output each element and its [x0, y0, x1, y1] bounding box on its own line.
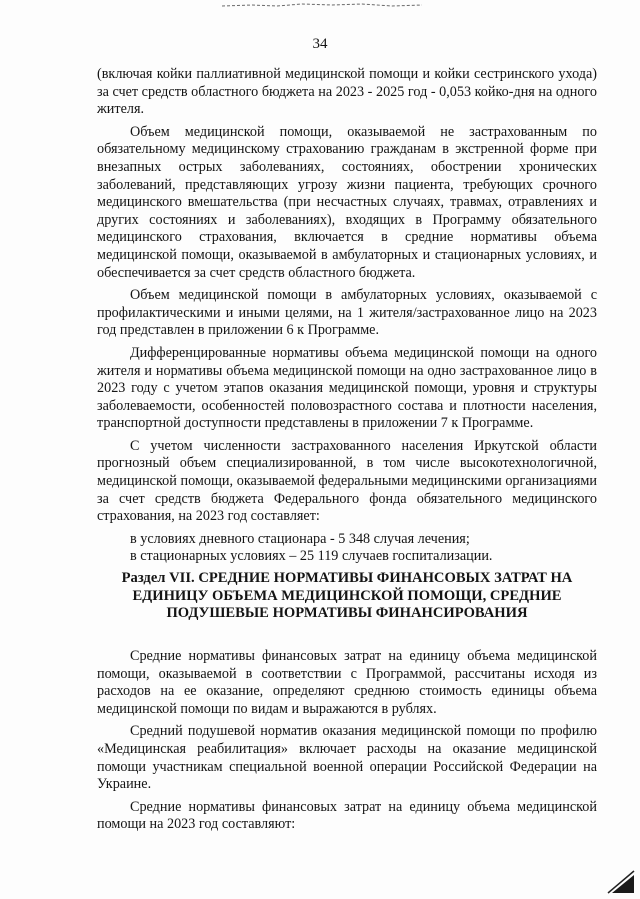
- paragraph: Объем медицинской помощи в амбулаторных условиях, оказываемой с профилактическими и иными целями, на 1 жителя/застрахованное лицо на 2023 год представлен в приложении 6 к Программе.: [97, 287, 597, 339]
- body-text: [97, 66, 597, 571]
- paragraph: Объем медицинской помощи, оказываемой не застрахованным по обязательному медицинскому страхованию гражданам в экстренной форме при внезапных острых заболеваниях, состояниях, обострении хронических заболеваний, представляющих угрозу жизни пациента, требующих срочного медицинского вмешательства (при несчастных случаях, травмах, отравлениях и других состояниях и заболеваниях), входящих в Программу обязательного медицинского страхования, включается в средние нормативы объема медицинской помощи, оказываемой в амбулаторных и стационарных условиях, и обеспечивается за счет средств областного бюджета.: [97, 123, 597, 281]
- page-number: 34: [312, 36, 328, 52]
- paragraph: Дифференцированные нормативы объема медицинской помощи на одного жителя и нормативы объема медицинской помощи на одно застрахованное лицо в 2023 году с учетом этапов оказания медицинской помощи, уровня и структуры заболеваемости, особенностей половозрастного состава и плотности населения, транспортной доступности представлены в приложении 7 к Программе.: [97, 344, 597, 432]
- paragraph: С учетом численности застрахованного населения Иркутской области прогнозный объем специализированной, в том числе высокотехнологичной, медицинской помощи, оказываемой федеральными медицинскими организациями за счет средств бюджета Федерального фонда обязательного медицинского страхования, на 2023 год составляет:: [97, 437, 597, 525]
- list-item: в условиях дневного стационара - 5 348 случая лечения;: [130, 530, 470, 547]
- section-heading: Раздел VII. СРЕДНИЕ НОРМАТИВЫ ФИНАНСОВЫХ ЗАТРАТ НА ЕДИНИЦУ ОБЪЕМА МЕДИЦИНСКОЙ ПОМОЩИ, СРЕДНИЕ ПОДУШЕВЫЕ НОРМАТИВЫ ФИНАНСИРОВАНИЯ: [121, 570, 573, 622]
- section-body-text: [97, 648, 597, 839]
- page-corner-mark: [606, 867, 636, 895]
- paragraph: Средний подушевой норматив оказания медицинской помощи по профилю «Медицинская реабилитация» включает расходы на оказание медицинской помощи участникам специальной военной операции Российской Федерации на Украине.: [97, 723, 597, 793]
- paragraph-continuation: (включая койки паллиативной медицинской помощи и койки сестринского ухода) за счет средств областного бюджета на 2023 - 2025 год - 0,053 койко-дня на одного жителя.: [97, 66, 597, 118]
- paragraph: Средние нормативы финансовых затрат на единицу объема медицинской помощи на 2023 год составляют:: [97, 798, 597, 833]
- list-item: в стационарных условиях – 25 119 случаев госпитализации.: [130, 548, 493, 565]
- scan-artifact: [222, 2, 422, 8]
- paragraph: Средние нормативы финансовых затрат на единицу объема медицинской помощи, оказываемой в соответствии с Программой, рассчитаны исходя из расходов на ее оказание, определяют среднюю стоимость единицы объема медицинской помощи по видам и выражаются в рублях.: [97, 648, 597, 717]
